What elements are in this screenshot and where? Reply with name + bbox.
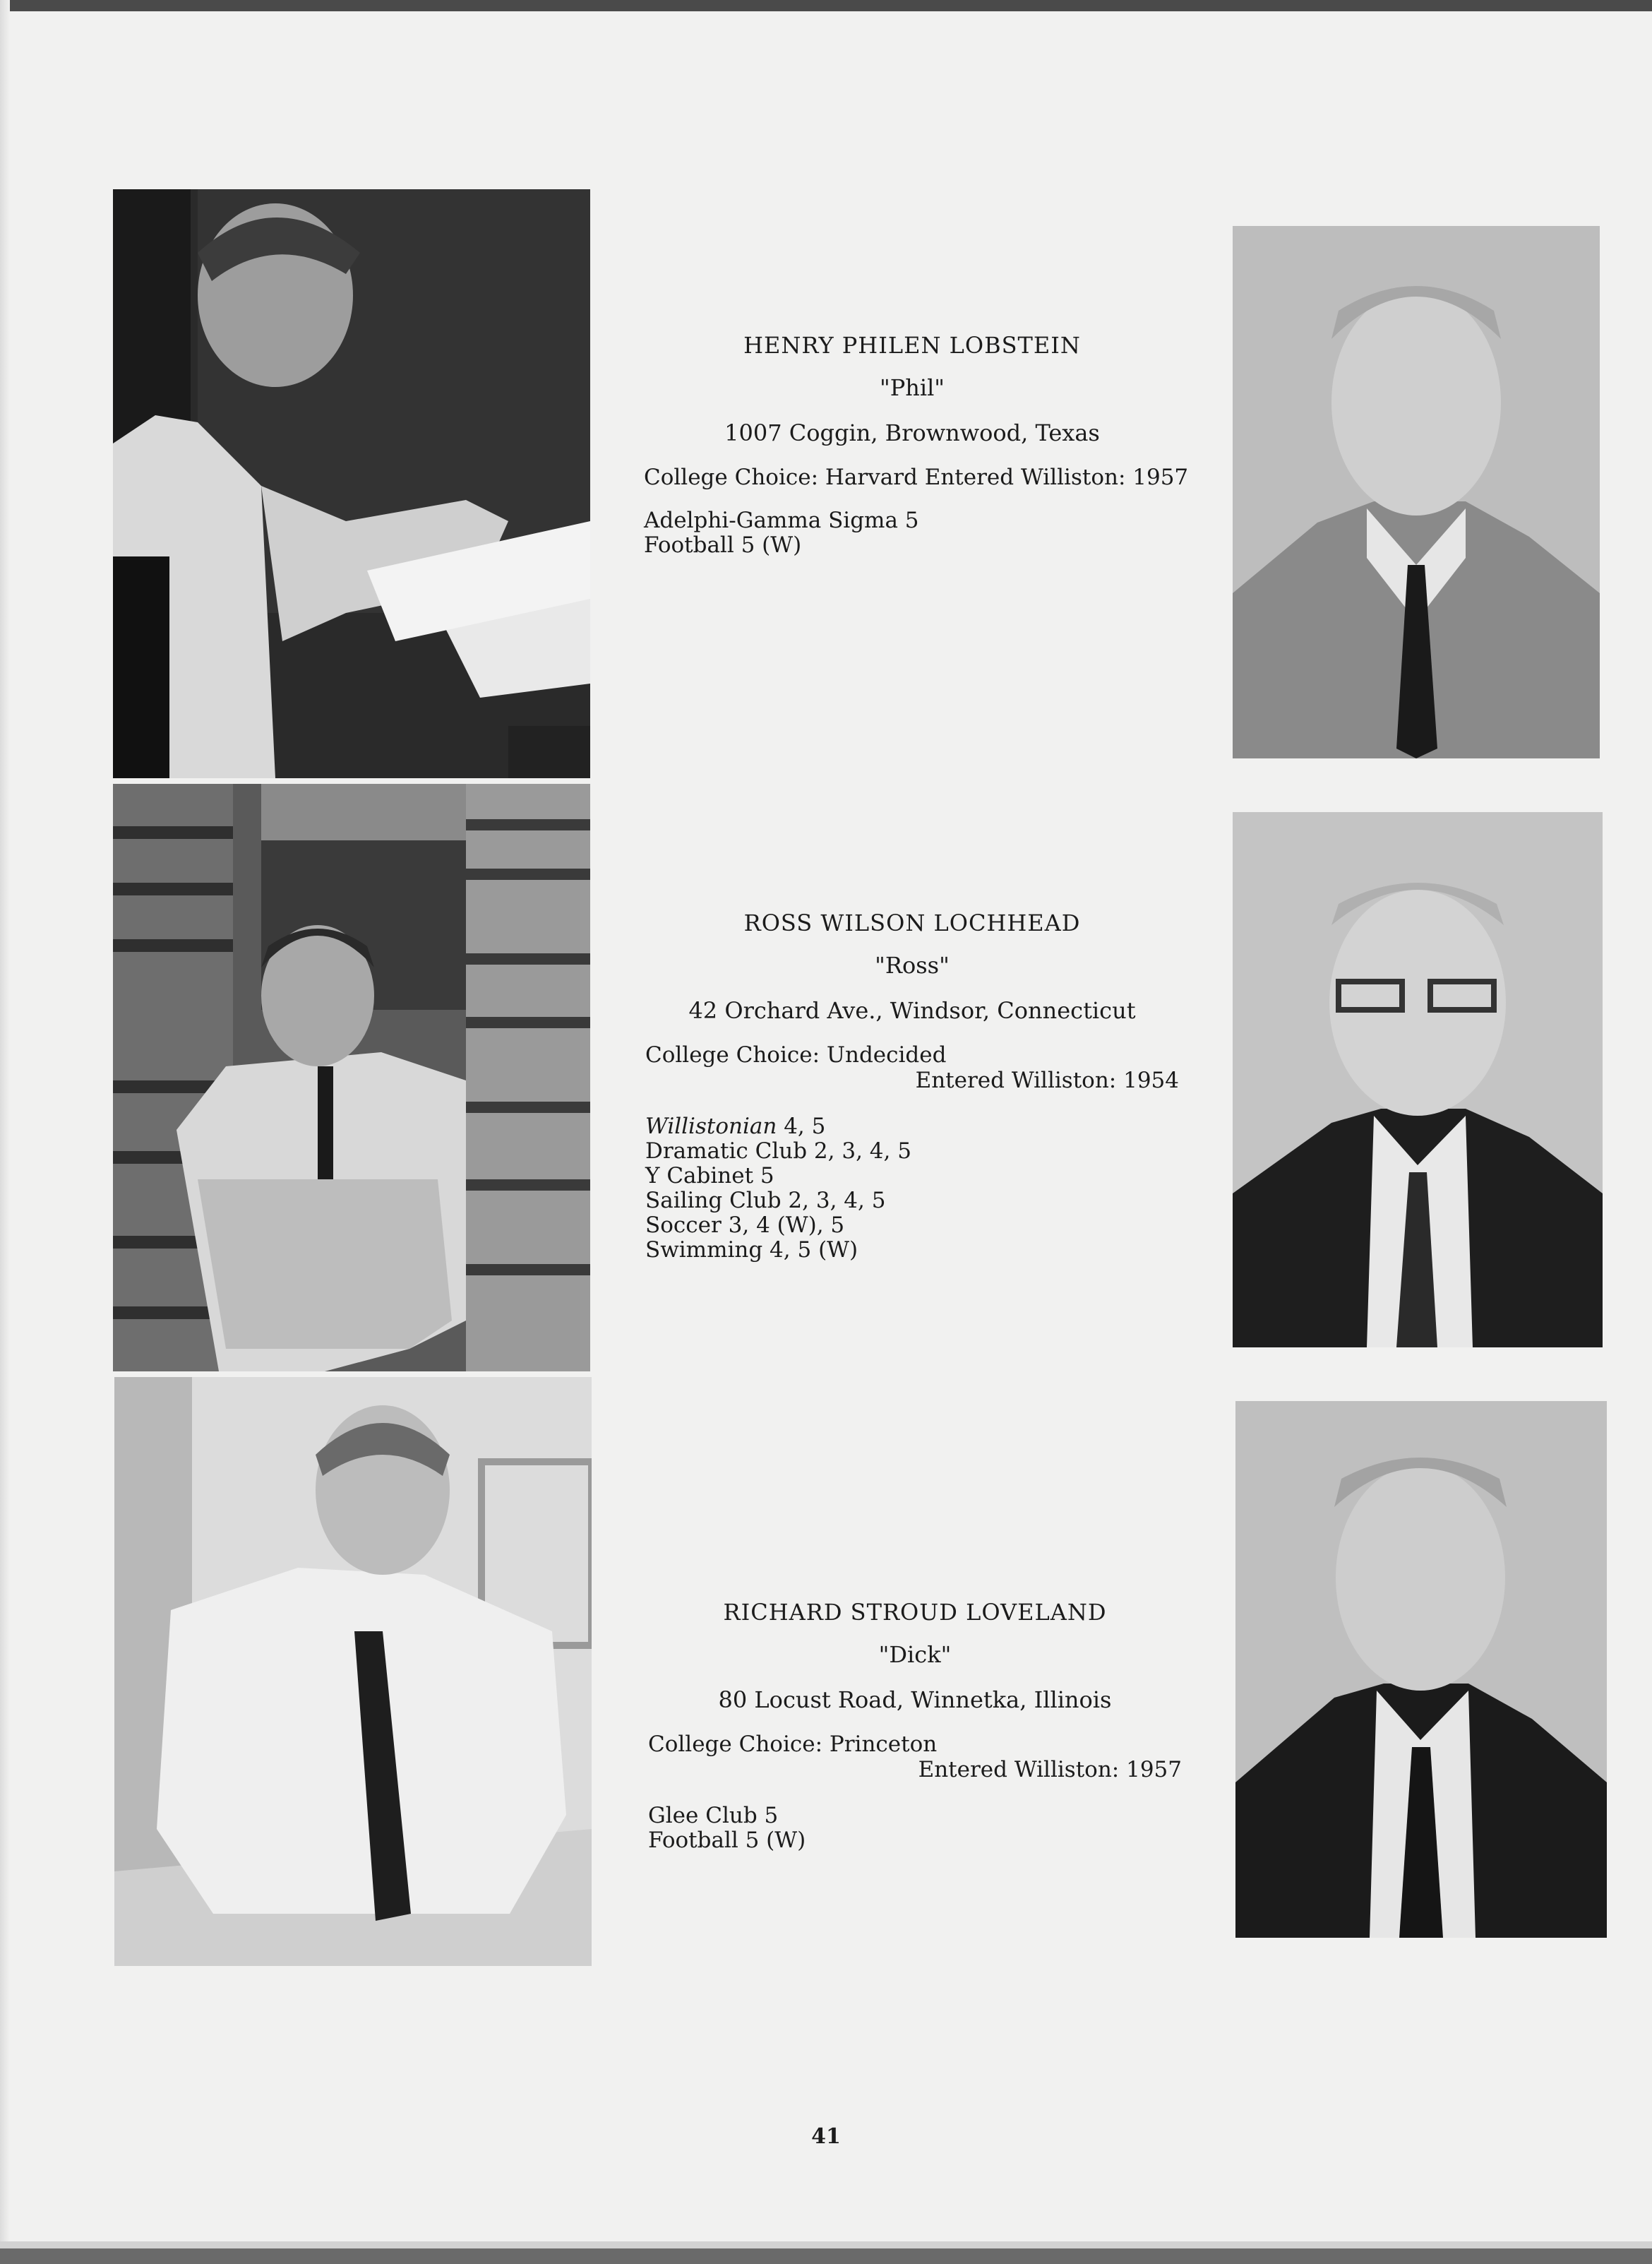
portrait-lochhead	[1233, 812, 1603, 1347]
portrait-loveland	[1235, 1401, 1607, 1938]
entered-williston: Entered Williston: 1957	[918, 1757, 1182, 1782]
scan-left-edge	[0, 0, 10, 2264]
activity-item: Football 5 (W)	[648, 1828, 806, 1853]
student-nickname: "Ross"	[875, 952, 950, 979]
student-entry-lochhead	[645, 910, 1179, 1263]
activity-item: Y Cabinet 5	[645, 1163, 774, 1188]
college-and-entry: College Choice: Harvard Entered Williston: 1957	[644, 465, 1189, 490]
student-name: HENRY PHILEN LOBSTEIN	[743, 332, 1081, 359]
page-number: 41	[811, 2124, 841, 2149]
college-choice: College Choice: Undecided	[645, 1042, 947, 1068]
student-name: ROSS WILSON LOCHHEAD	[743, 910, 1081, 936]
activity-item: Sailing Club 2, 3, 4, 5	[645, 1188, 886, 1213]
candid-photo-lochhead	[113, 784, 590, 1371]
activity-item: Swimming 4, 5 (W)	[645, 1237, 858, 1263]
candid-photo-loveland	[114, 1377, 592, 1966]
activities-list	[645, 1114, 1179, 1263]
scan-bottom-edge	[0, 2248, 1652, 2264]
activities-list	[648, 1804, 1182, 1853]
student-address: 42 Orchard Ave., Windsor, Connecticut	[688, 997, 1136, 1024]
student-name: RICHARD STROUD LOVELAND	[723, 1599, 1107, 1626]
student-address: 80 Locust Road, Winnetka, Illinois	[718, 1686, 1112, 1713]
student-entry-lobstein	[644, 332, 1189, 558]
publication-name: Willistonian	[645, 1114, 777, 1139]
candid-photo-lobstein	[113, 189, 590, 778]
activity-item: Football 5 (W)	[644, 532, 802, 558]
activity-years: 4, 5	[777, 1114, 826, 1139]
activity-item: Glee Club 5	[648, 1803, 779, 1828]
student-address: 1007 Coggin, Brownwood, Texas	[724, 419, 1100, 446]
entered-williston: Entered Williston: 1954	[915, 1068, 1179, 1093]
activity-item	[645, 1114, 1179, 1139]
scan-bottom-edge-light	[0, 2241, 1652, 2248]
activity-item: Adelphi-Gamma Sigma 5	[644, 508, 919, 533]
student-nickname: "Phil"	[879, 374, 945, 401]
student-nickname: "Dick"	[878, 1641, 952, 1668]
activities-list	[644, 508, 1180, 558]
college-choice: College Choice: Princeton	[648, 1732, 938, 1757]
activity-item: Dramatic Club 2, 3, 4, 5	[645, 1138, 911, 1164]
activity-item: Soccer 3, 4 (W), 5	[645, 1213, 845, 1238]
student-entry-loveland	[648, 1599, 1182, 1853]
scan-top-edge	[0, 0, 1652, 11]
portrait-lobstein	[1233, 226, 1600, 758]
